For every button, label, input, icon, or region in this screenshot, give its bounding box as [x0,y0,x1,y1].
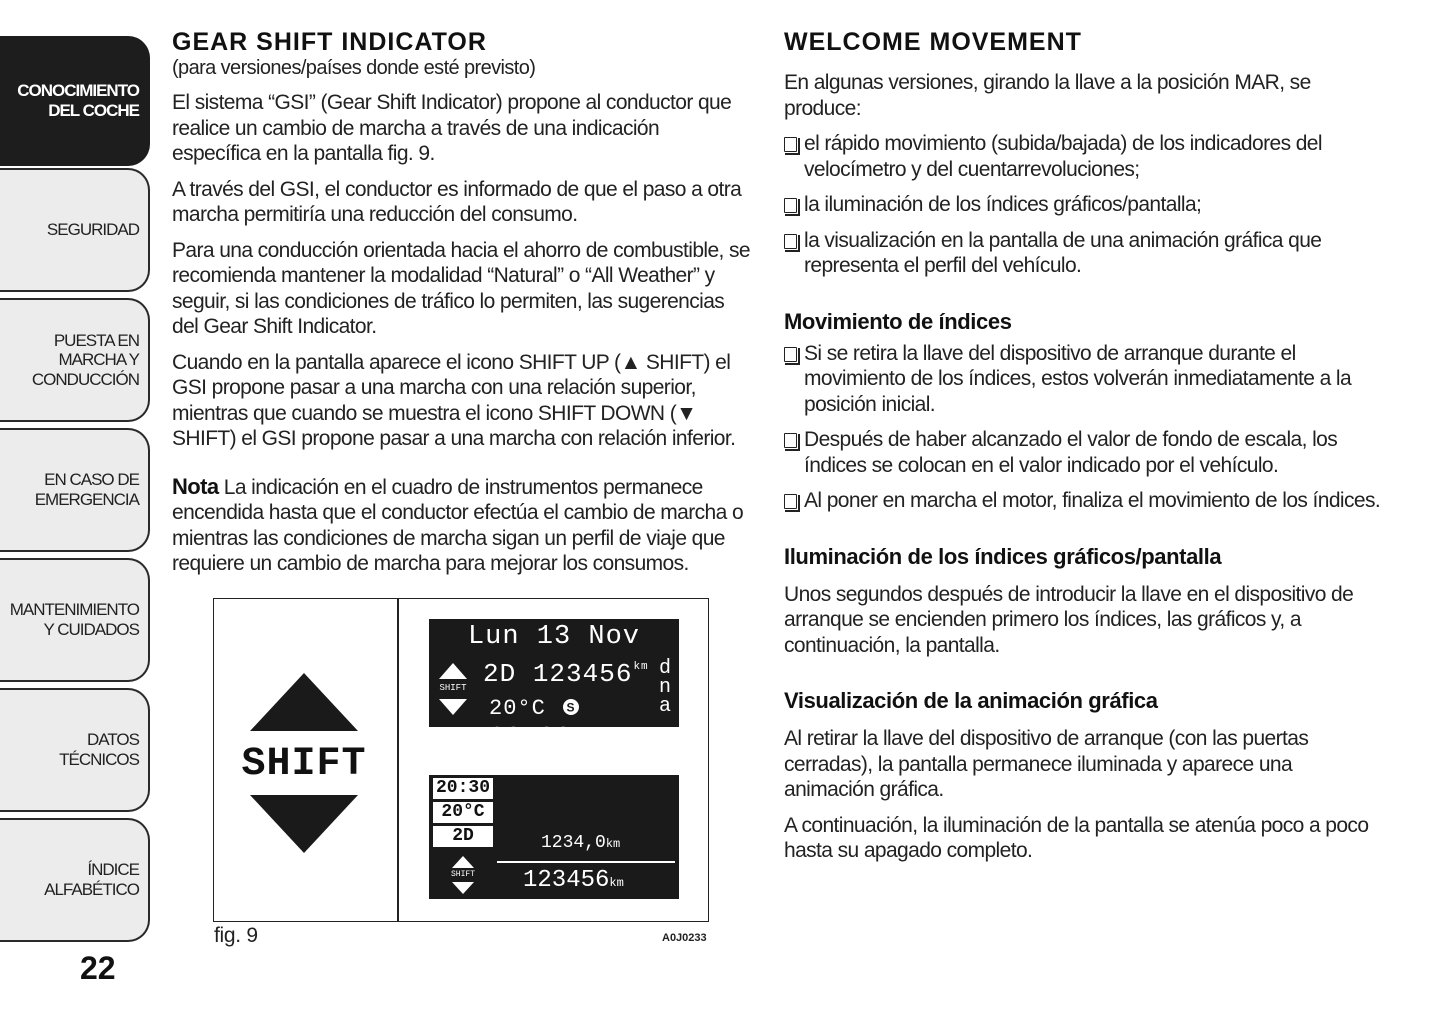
tab-puesta-en-marcha[interactable] [0,298,150,422]
intro-paragraph: En algunas versiones, girando la llave a la posición MAR, se produce: [784,71,1311,120]
odometer-unit: km [633,661,649,673]
gear-value: 2 [483,659,500,689]
dna-letter: d [658,657,671,680]
gear-suffix: D [463,826,474,846]
paragraph: Cuando en la pantalla aparece el icono SHIFT UP (▲ SHIFT) el GSI propone pasar a una marcha con una relación superior, mientras que cuando se muestra el icono SHIFT DOWN (▼ SHIFT) el GSI propone pasar a una marcha con relación inferior. [172,350,736,450]
checkbox-bullet-icon [784,234,797,249]
shift-indicator-small [433,661,473,717]
note-paragraph [172,474,752,577]
gear-suffix: D [499,659,517,689]
checkbox-bullet-icon [784,494,797,509]
time-value: 20:30 [489,722,573,752]
paragraph: Al retirar la llave del dispositivo de arranque (con las puertas cerradas), la pantalla permanece iluminada y aparece una animación gráfica. [784,727,1309,801]
shift-indicator-large [234,669,374,859]
figure-divider [397,599,399,921]
dna-letter: n [658,676,671,699]
note-label: Nota [172,473,219,499]
right-column [784,28,1384,864]
list-item-text: Si se retira la llave del dispositivo de arranque durante el movimiento de los índices, estos volverán inmediatamente a la posición inicial. [804,341,1352,416]
trip-value: 1234,0 [541,833,606,853]
tab-indice-alfabetico[interactable] [0,818,150,942]
display-temp-time [489,692,679,752]
list-item [784,427,1384,478]
section-subtitle: (para versiones/países donde esté previsto) [172,57,536,79]
odometer-unit: km [609,876,624,890]
checkbox-bullet-icon [784,347,797,362]
checkbox-bullet-icon [784,198,797,213]
list-item [784,341,1384,418]
paragraph: A continuación, la iluminación de la pantalla se atenúa poco a poco hasta su apagado completo. [784,813,1369,862]
cell-temperature: 20°C [433,802,493,823]
list-item-text: la iluminación de los índices gráficos/pantalla; [804,193,1202,216]
tab-label: ÍNDICE ALFABÉTICO [44,860,139,899]
paragraph: A través del GSI, el conductor es informado de que el paso a otra marcha permitiría una reducción del consumo. [172,177,742,226]
figure-caption: fig. 9 [214,924,258,947]
cell-gear [433,826,493,847]
checkbox-bullet-icon [784,433,797,448]
display-date: Lun 13 Nov [467,622,641,652]
display-separator [497,861,675,863]
shift-indicator-mini [443,855,483,895]
tab-datos-tecnicos[interactable] [0,688,150,812]
tab-mantenimiento[interactable] [0,558,150,682]
shift-label-small: SHIFT [439,683,467,693]
list-item-text: la visualización en la pantalla de una animación gráfica que representa el perfil del vehículo. [804,228,1322,277]
odometer-value: 123456 [523,867,610,894]
section-title-welcome: WELCOME MOVEMENT [784,28,1082,56]
page-number: 22 [80,950,116,986]
dna-letter: a [658,695,671,718]
list-item-text: el rápido movimiento (subida/bajada) de los indicadores del velocímetro y del cuentarrevoluciones; [804,132,1322,181]
tab-conocimiento-del-coche[interactable] [0,36,150,166]
start-stop-icon [562,698,580,716]
paragraph: El sistema “GSI” (Gear Shift Indicator) propone al conductor que realice un cambio de marcha a través de una indicación específica en la pantalla fig. 9. [172,91,732,165]
paragraph: Para una conducción orientada hacia el ahorro de combustible, se recomienda mantener la modalidad “Natural” o “All Weather” y seguir, si las condiciones de tráfico lo permiten, las sugerencias del Gear Shift Indicator. [172,238,750,338]
odometer-value: 123456 [532,659,633,689]
odometer-readout [523,867,624,894]
temperature-value: 20°C [489,696,546,721]
display-gear-odometer [483,659,649,689]
heading-animacion: Visualización de la animación gráfica [784,688,1158,713]
tab-label: PUESTA EN MARCHA Y CONDUCCIÓN [31,330,139,389]
display-main [429,619,679,752]
movimiento-bullet-list [784,341,1384,514]
list-item [784,228,1384,279]
list-item [784,131,1384,182]
left-column [172,28,752,577]
tab-label: MANTENIMIENTO Y CUIDADOS [9,600,139,639]
list-item-text: Después de haber alcanzado el valor de fondo de escala, los índices se colocan en el valor indicado por el vehículo. [804,428,1338,477]
shift-label-large: SHIFT [241,742,367,787]
section-title-gsi: GEAR SHIFT INDICATOR [172,28,487,56]
intro-bullet-list [784,131,1384,279]
gear-value: 2 [452,826,463,846]
list-item [784,488,1384,514]
dna-mode-indicator [655,659,675,716]
trip-readout [541,833,620,853]
figure-code: A0J0233 [662,932,707,944]
note-text: La indicación en el cuadro de instrumentos permanece encendida hasta que el conductor efectúa el cambio de marcha o mientras las condiciones de marcha sigan un perfil de viaje que requiere un cambio de marcha para mejorar los consumos. [172,475,744,575]
shift-label-mini: SHIFT [450,870,475,879]
tab-label: CONOCIMIENTO DEL COCHE [17,81,139,120]
display-secondary [429,775,679,899]
svg-text:S: S [566,700,576,715]
list-item [784,192,1384,218]
trip-unit: km [605,837,621,851]
tab-seguridad[interactable] [0,168,150,292]
heading-movimiento: Movimiento de índices [784,308,1012,334]
tab-label: DATOS TÉCNICOS [59,730,139,769]
figure-gsi [213,598,709,922]
paragraph: Unos segundos después de introducir la llave en el dispositivo de arranque se encienden primero los índices, las gráficos y, a continuación, la pantalla. [784,582,1354,657]
cell-time: 20:30 [433,778,493,799]
tab-label: SEGURIDAD [46,220,139,240]
list-item-text: Al poner en marcha el motor, finaliza el movimiento de los índices. [804,489,1381,512]
tab-label: EN CASO DE EMERGENCIA [34,470,139,509]
checkbox-bullet-icon [784,137,797,152]
heading-iluminacion: Iluminación de los índices gráficos/pantalla [784,543,1222,569]
tab-emergencia[interactable] [0,428,150,552]
